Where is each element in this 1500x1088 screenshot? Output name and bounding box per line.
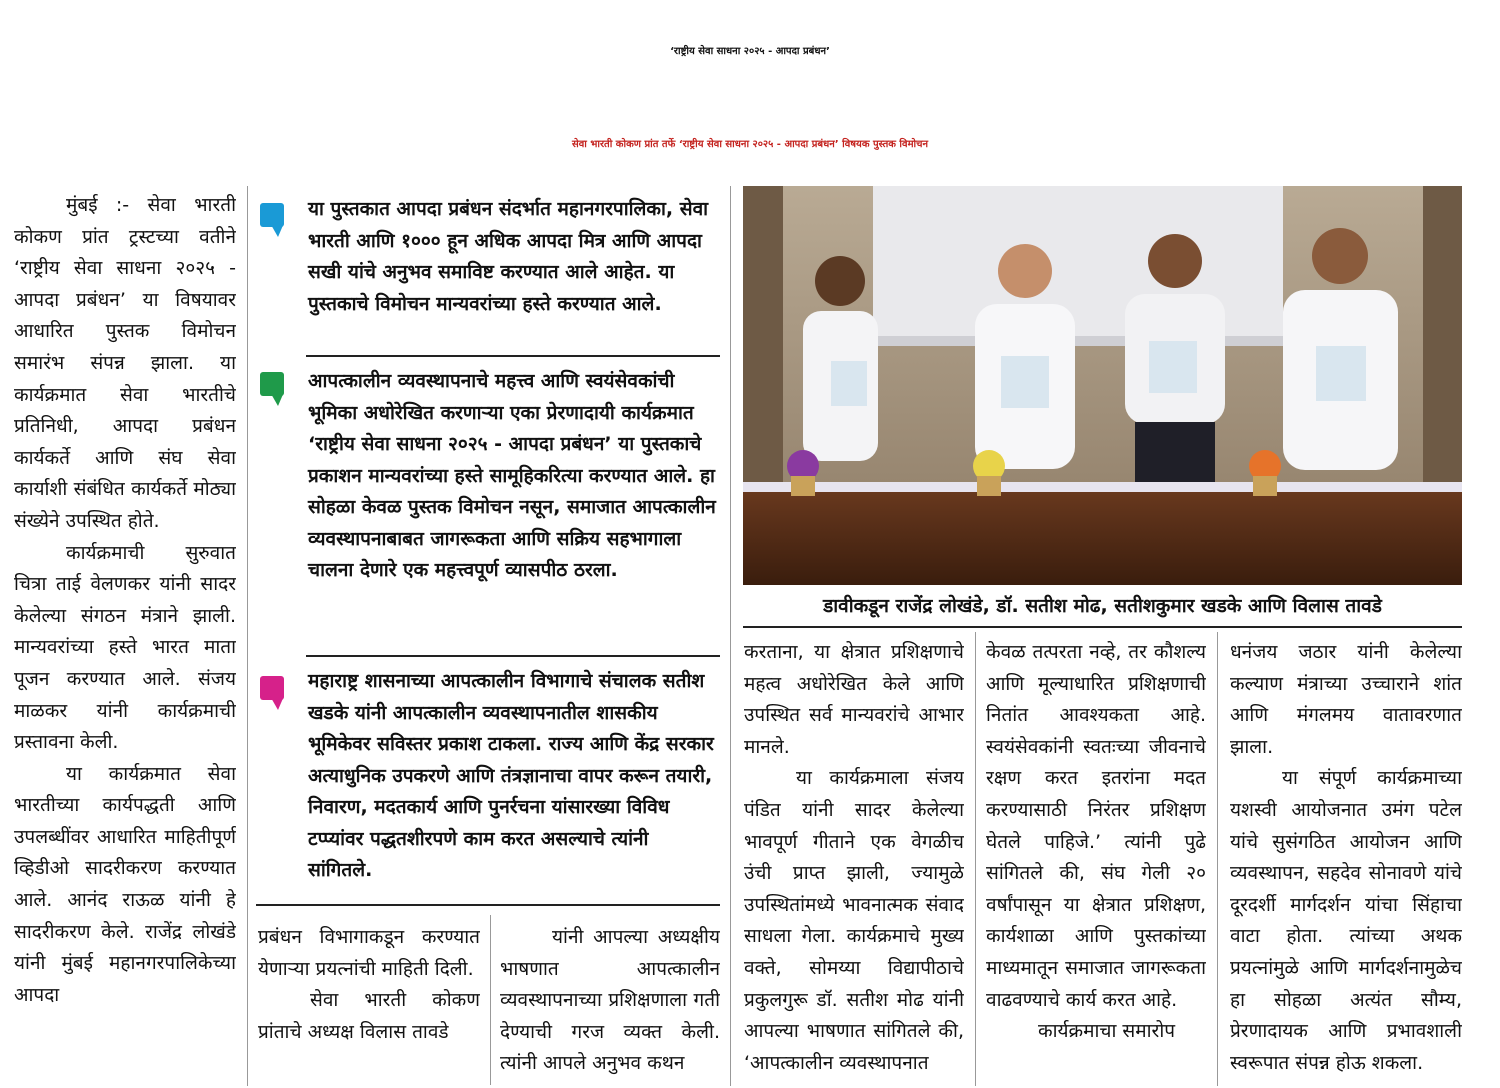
flower-pot xyxy=(787,450,819,496)
article-column-6 xyxy=(1230,637,1462,1085)
paragraph: प्रबंधन विभागाकडून करण्यात येणाऱ्या प्रयत्नांची माहिती दिली. xyxy=(258,926,480,980)
divider xyxy=(306,355,720,357)
pink-quote-icon xyxy=(260,676,284,700)
flower-pot xyxy=(973,450,1005,496)
paragraph: कार्यक्रमाचा समारोप xyxy=(1038,1020,1176,1043)
paragraph: करताना, या क्षेत्रात प्रशिक्षणाचे महत्व अधोरेखित केले आणि उपस्थित सर्व मान्यवरांचे आभार मानले. xyxy=(744,641,964,758)
paragraph: या संपूर्ण कार्यक्रमाच्या यशस्वी आयोजनात उमंग पटेल यांचे सुसंगठित आयोजन आणि व्यवस्थापन, सहदेव सोनावणे यांचे दूरदर्शी मार्गदर्शन यांचा सिंहाचा वाटा होता. त्यांच्या अथक प्रयत्नांमुळे आणि मार्गदर्शनामुळेच हा सोहळा अत्यंत सौम्य, प्रेरणादायक आणि प्रभावशाली स्वरूपात संपन्न होऊ शकला. xyxy=(1230,767,1462,1074)
article-column-3 xyxy=(500,922,720,1082)
subheadline: सेवा भारती कोकण प्रांत तर्फे ‘राष्ट्रीय सेवा साधना २०२५ - आपदा प्रबंधन’ विषयक पुस्तक विमोचन xyxy=(571,139,929,150)
column-divider xyxy=(1217,632,1218,1086)
highlight-text: या पुस्तकात आपदा प्रबंधन संदर्भात महानगरपालिका, सेवा भारती आणि १००० हून अधिक आपदा मित्र आणि आपदा सखी यांचे अनुभव समाविष्ट करण्यात आले आहेत. या पुस्तकाचे विमोचन मान्यवरांच्या हस्ते करण्यात आले. xyxy=(308,198,709,315)
book-release-photo xyxy=(743,186,1462,585)
paragraph: या कार्यक्रमाला संजय पंडित यांनी सादर केलेल्या भावपूर्ण गीताने एक वेगळीच उंची प्राप्त झाली, ज्यामुळे उपस्थितांमध्ये भावनात्मक संवाद साधला गेला. कार्यक्रमाचे मुख्य वक्ते, सोमय्या विद्यापीठाचे प्रकुलगुरू डॉ. सतीश मोढ यांनी आपल्या भाषणात सांगितले की, ‘आपत्कालीन व्यवस्थापनात xyxy=(744,767,964,1074)
article-column-2 xyxy=(258,922,480,1082)
column-divider xyxy=(975,632,976,1086)
divider xyxy=(256,904,720,906)
article-column-1 xyxy=(14,190,236,1086)
paragraph: कार्यक्रमाची सुरुवात चित्रा ताई वेलणकर यांनी सादर केलेल्या संगठन मंत्राने झाली. मान्यवरांच्या हस्ते भारत माता पूजन करण्यात आले. संजय माळकर यांनी कार्यक्रमाची प्रस्तावना केली. xyxy=(14,541,236,754)
event-photo-illustration xyxy=(743,186,1462,585)
column-divider xyxy=(490,915,491,1085)
blue-quote-icon xyxy=(260,203,284,227)
photo-caption: डावीकडून राजेंद्र लोखंडे, डॉ. सतीश मोढ, सतीशकुमार खडके आणि विलास तावडे xyxy=(743,588,1462,628)
paragraph: सेवा भारती कोकण प्रांताचे अध्यक्ष विलास तावडे xyxy=(258,989,480,1043)
highlight-text: आपत्कालीन व्यवस्थापनाचे महत्त्व आणि स्वयंसेवकांची भूमिका अधोरेखित करणाऱ्या एका प्रेरणादायी कार्यक्रमात ‘राष्ट्रीय सेवा साधना २०२५ - आपदा प्रबंधन’ या पुस्तकाचे प्रकाशन मान्यवरांच्या हस्ते सामूहिकरित्या करण्यात आले. हा सोहळा केवळ पुस्तक विमोचन नसून, समाजात आपत्कालीन व्यवस्थापनाबाबत जागरूकता आणि सक्रिय सहभागाला चालना देणारे एक महत्त्वपूर्ण व्यासपीठ ठरला. xyxy=(308,370,716,581)
headline: ‘राष्ट्रीय सेवा साधना २०२५ - आपदा प्रबंधन’ xyxy=(670,46,830,57)
highlight-text: महाराष्ट्र शासनाच्या आपत्कालीन विभागाचे संचालक सतीश खडके यांनी आपत्कालीन व्यवस्थापनातील शासकीय भूमिकेवर सविस्तर प्रकाश टाकला. राज्य आणि केंद्र सरकार अत्याधुनिक उपकरणे आणि तंत्रज्ञानाचा वापर करून तयारी, निवारण, मदतकार्य आणि पुनर्रचना यांसारख्या विविध टप्प्यांवर पद्धतशीरपणे काम करत असल्याचे त्यांनी सांगितले. xyxy=(308,670,714,881)
paragraph: धनंजय जठार यांनी केलेल्या कल्याण मंत्राच्या उच्चाराने शांत आणि मंगलमय वातावरणात झाला. xyxy=(1230,641,1462,758)
flower-pot xyxy=(1249,450,1281,496)
column-divider xyxy=(730,186,731,1086)
divider xyxy=(306,655,720,657)
paragraph: मुंबई :- सेवा भारती कोकण प्रांत ट्रस्टच्या वतीने ‘राष्ट्रीय सेवा साधना २०२५ - आपदा प्रबंधन’ या विषयावर आधारित पुस्तक विमोचन समारंभ संपन्न झाला. या कार्यक्रमात सेवा भारतीचे प्रतिनिधी, आपदा प्रबंधन कार्यकर्ते आणि संघ सेवा कार्याशी संबंधित कार्यकर्ते मोठ्या संख्येने उपस्थित होते. xyxy=(14,194,236,532)
column-divider xyxy=(247,186,248,1086)
article-column-5 xyxy=(986,637,1206,1085)
highlight-box-2 xyxy=(308,366,718,587)
paragraph: केवळ तत्परता नव्हे, तर कौशल्य आणि मूल्याधारित प्रशिक्षणाची नितांत आवश्यकता आहे. स्वयंसेवकांनी स्वतःच्या जीवनाचे रक्षण करत इतरांना मदत करण्यासाठी निरंतर प्रशिक्षण घेतले पाहिजे.’ त्यांनी पुढे सांगितले की, संघ गेली २० वर्षांपासून या क्षेत्रात प्रशिक्षण, कार्यशाळा आणि पुस्तकांच्या माध्यमातून समाजात जागरूकता वाढवण्याचे कार्य करत आहे. xyxy=(986,641,1206,1011)
paragraph: या कार्यक्रमात सेवा भारतीच्या कार्यपद्धती आणि उपलब्धींवर आधारित माहितीपूर्ण व्हिडीओ सादरीकरण करण्यात आले. आनंद राऊळ यांनी हे सादरीकरण केले. राजेंद्र लोखंडे यांनी मुंबई महानगरपालिकेच्या आपदा xyxy=(14,762,236,1006)
article-column-4 xyxy=(744,637,964,1085)
green-quote-icon xyxy=(260,372,284,396)
paragraph: यांनी आपल्या अध्यक्षीय भाषणात आपत्कालीन व्यवस्थापनाच्या प्रशिक्षणाला गती देण्याची गरज व्यक्त केली. त्यांनी आपले अनुभव कथन xyxy=(500,926,720,1075)
highlight-box-1 xyxy=(308,194,718,320)
highlight-box-3 xyxy=(308,666,718,887)
